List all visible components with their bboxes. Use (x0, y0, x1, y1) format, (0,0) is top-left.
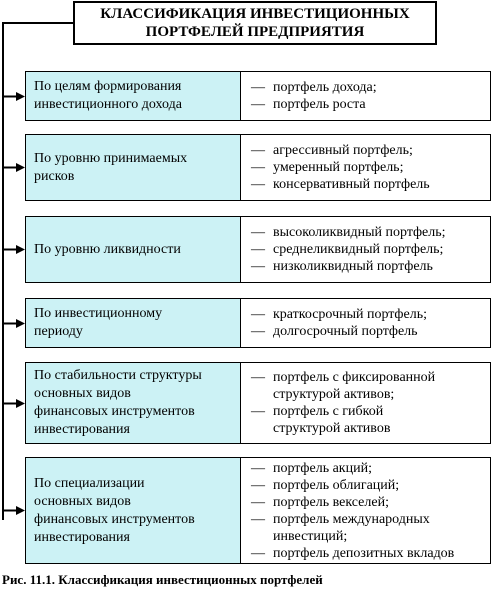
portfolio-type-item (251, 241, 490, 258)
connector-arrow (2, 318, 26, 329)
dash-bullet: — (251, 143, 265, 158)
portfolio-type-item (251, 494, 490, 511)
portfolio-type-text (273, 306, 427, 323)
portfolio-type-text (273, 403, 390, 437)
portfolio-type-item (251, 460, 490, 477)
portfolio-type-text (273, 79, 377, 96)
category-box (26, 72, 241, 120)
dash-bullet: — (251, 477, 265, 493)
portfolio-type-item (251, 176, 490, 193)
portfolio-type-item (251, 142, 490, 159)
portfolio-type-line: портфель векселей; (273, 494, 389, 510)
portfolio-type-item (251, 306, 490, 323)
portfolio-type-item (251, 323, 490, 340)
portfolio-type-item (251, 258, 490, 275)
portfolio-type-text (273, 176, 430, 193)
classification-row (25, 71, 491, 121)
connector-arrow (2, 505, 26, 516)
category-label-line: По инвестиционному (34, 306, 163, 321)
connector-arrow (2, 244, 26, 255)
category-label-line: инвестирования (34, 422, 130, 437)
dash-bullet: — (251, 404, 265, 419)
portfolio-type-line: портфель акций; (273, 460, 372, 476)
category-label-line: По целям формирования (34, 79, 182, 94)
portfolio-type-line: агрессивный портфель; (273, 143, 413, 158)
portfolio-type-text (273, 159, 403, 176)
connector-top (2, 22, 73, 24)
portfolio-type-text (273, 241, 443, 258)
portfolio-type-line: долгосрочный портфель (273, 324, 418, 339)
dash-bullet: — (251, 307, 265, 322)
title-line-1: КЛАССИФИКАЦИЯ ИНВЕСТИЦИОННЫХ (100, 6, 410, 22)
dash-bullet: — (251, 160, 265, 175)
classification-row (25, 457, 491, 564)
dash-bullet: — (251, 370, 265, 385)
diagram-title (73, 1, 437, 45)
dash-bullet: — (251, 324, 265, 339)
portfolio-type-line: умеренный портфель; (273, 160, 404, 175)
category-label-line: инвестиционного дохода (34, 97, 182, 112)
portfolio-type-item (251, 403, 490, 437)
category-label-line: По уровню ликвидности (34, 241, 181, 257)
portfolio-type-line: портфель роста (273, 97, 366, 112)
classification-row (25, 216, 491, 283)
portfolio-type-text (273, 494, 389, 511)
dash-bullet: — (251, 80, 265, 95)
portfolio-type-line: портфель депозитных вкладов (273, 545, 455, 561)
connector-arrow (2, 162, 26, 173)
dash-bullet: — (251, 259, 265, 274)
portfolio-type-line: инвестиций; (273, 528, 348, 544)
portfolio-type-text (273, 258, 433, 275)
title-line-2: ПОРТФЕЛЕЙ ПРЕДПРИЯТИЯ (145, 24, 365, 40)
portfolio-type-line: низколиквидный портфель (273, 259, 433, 274)
category-box (26, 299, 241, 347)
portfolio-type-line: портфель международных (273, 511, 430, 527)
portfolio-type-list (241, 299, 490, 347)
portfolio-type-line: структурой активов; (273, 387, 395, 402)
portfolio-type-item (251, 477, 490, 494)
portfolio-type-item (251, 511, 490, 545)
dash-bullet: — (251, 242, 265, 257)
portfolio-type-list (241, 217, 490, 282)
category-box (26, 217, 241, 282)
portfolio-type-line: структурой активов (273, 421, 391, 436)
portfolio-type-list (241, 458, 490, 563)
portfolio-type-item (251, 545, 490, 562)
portfolio-type-list (241, 72, 490, 120)
portfolio-type-line: краткосрочный портфель; (273, 307, 427, 322)
portfolio-type-line: консервативный портфель (273, 177, 430, 192)
portfolio-type-text (273, 224, 446, 241)
category-label-line: основных видов (34, 386, 131, 401)
portfolio-type-text (273, 460, 372, 477)
portfolio-type-text (273, 477, 399, 494)
portfolio-type-item (251, 224, 490, 241)
portfolio-type-line: высоколиквидный портфель; (273, 225, 446, 240)
portfolio-type-text (273, 545, 454, 562)
portfolio-type-text (273, 96, 366, 113)
category-label-line: По специализации (34, 475, 145, 491)
dash-bullet: — (251, 545, 265, 561)
figure-caption: Рис. 11.1. Классификация инвестиционных портфелей (2, 572, 323, 587)
portfolio-type-list (241, 363, 490, 443)
portfolio-type-text (273, 323, 418, 340)
portfolio-type-line: портфель с фиксированной (273, 370, 436, 385)
portfolio-type-line: портфель с гибкой (273, 404, 384, 419)
category-box (26, 458, 241, 563)
classification-row (25, 298, 491, 348)
category-box (26, 363, 241, 443)
dash-bullet: — (251, 460, 265, 476)
portfolio-type-item (251, 79, 490, 96)
portfolio-type-line: портфель облигаций; (273, 477, 400, 493)
portfolio-type-item (251, 96, 490, 113)
dash-bullet: — (251, 97, 265, 112)
portfolio-type-text (273, 142, 413, 159)
category-label-line: основных видов (34, 493, 131, 509)
category-box (26, 135, 241, 200)
connector-arrow (2, 398, 26, 409)
connector-arrow (2, 91, 26, 102)
category-label-line: финансовых инструментов (34, 404, 195, 419)
dash-bullet: — (251, 225, 265, 240)
category-label-line: инвестирования (34, 529, 130, 545)
portfolio-type-line: среднеликвидный портфель; (273, 242, 444, 257)
category-label-line: По стабильности структуры (34, 368, 202, 383)
portfolio-type-list (241, 135, 490, 200)
category-label-line: По уровню принимаемых (34, 150, 188, 166)
category-label-line: периоду (34, 324, 83, 339)
portfolio-type-text (273, 369, 435, 403)
portfolio-type-line: портфель дохода; (273, 80, 377, 95)
category-label-line: рисков (34, 168, 75, 184)
dash-bullet: — (251, 494, 265, 510)
category-label-line: финансовых инструментов (34, 511, 195, 527)
portfolio-type-text (273, 511, 430, 545)
portfolio-type-item (251, 159, 490, 176)
classification-row (25, 362, 491, 444)
dash-bullet: — (251, 511, 265, 527)
portfolio-type-item (251, 369, 490, 403)
dash-bullet: — (251, 177, 265, 192)
classification-row (25, 134, 491, 201)
